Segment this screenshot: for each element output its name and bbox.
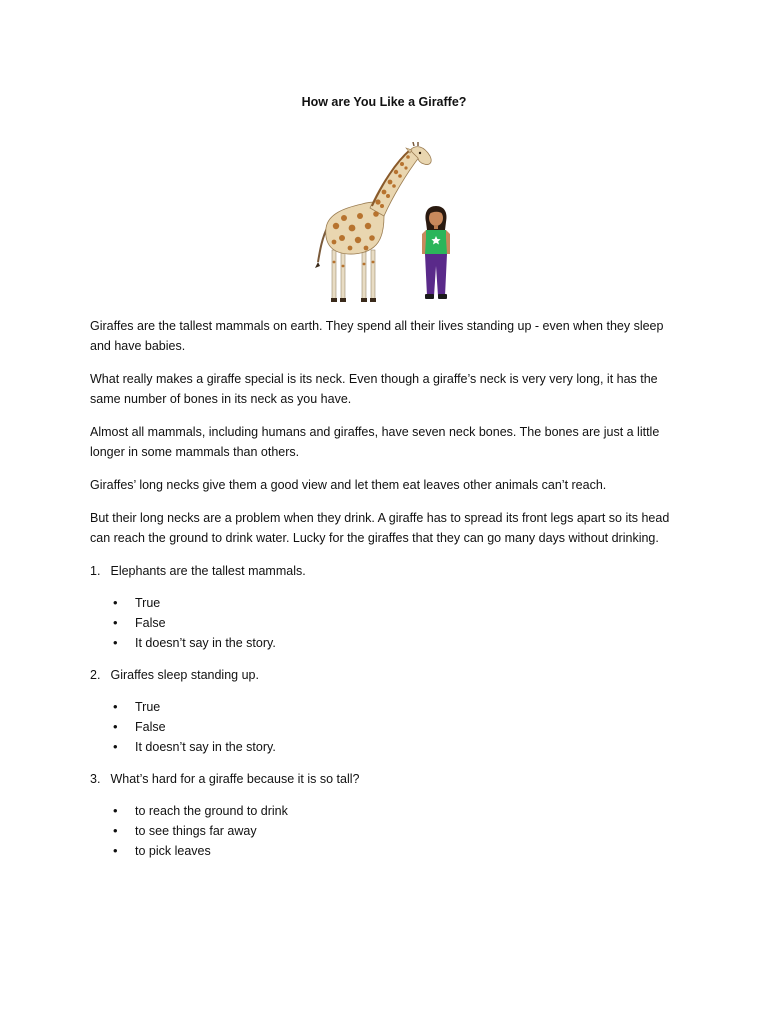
option: • True — [135, 593, 670, 613]
question-2-options — [90, 697, 670, 757]
paragraph: Giraffes are the tallest mammals on earth. They spend all their lives standing up - even when they sleep and have babies. — [90, 319, 664, 353]
bullet-icon: • — [113, 615, 118, 630]
bullet-icon: • — [113, 635, 118, 650]
bullet-icon: • — [113, 739, 118, 754]
bullet-icon: • — [113, 595, 118, 610]
option: • False — [135, 717, 670, 737]
option: • It doesn’t say in the story. — [135, 737, 670, 757]
option: • True — [135, 697, 670, 717]
option: • It doesn’t say in the story. — [135, 633, 670, 653]
question-text: What’s hard for a giraffe because it is so tall? — [110, 772, 360, 786]
option: • to see things far away — [135, 821, 670, 841]
question-text: Giraffes sleep standing up. — [110, 668, 259, 682]
option: • to pick leaves — [135, 841, 670, 861]
bullet-icon: • — [113, 803, 118, 818]
paragraph: Almost all mammals, including humans and giraffes, have seven neck bones. The bones are just a little longer in some mammals than others. — [90, 425, 660, 459]
girl-icon — [422, 206, 450, 299]
giraffe-and-girl-illustration — [314, 142, 456, 304]
question-3-options — [90, 801, 670, 861]
question-number: 1. — [90, 564, 101, 578]
question-number: 3. — [90, 772, 101, 786]
question-1-options — [90, 593, 670, 653]
bullet-icon: • — [113, 823, 118, 838]
option: • to reach the ground to drink — [135, 801, 670, 821]
option: • False — [135, 613, 670, 633]
giraffe-icon — [315, 142, 431, 302]
paragraph: But their long necks are a problem when they drink. A giraffe has to spread its front legs apart so its head can reach the ground to drink water. Lucky for the giraffes that they can go many days without drinking. — [90, 511, 670, 545]
question-1 — [90, 561, 670, 581]
document-body — [90, 316, 670, 873]
question-text: Elephants are the tallest mammals. — [110, 564, 306, 578]
bullet-icon: • — [113, 843, 118, 858]
paragraph: What really makes a giraffe special is its neck. Even though a giraffe’s neck is very very long, it has the same number of bones in its neck as you have. — [90, 372, 658, 406]
question-3 — [90, 769, 670, 789]
page-title: How are You Like a Giraffe? — [301, 95, 467, 109]
bullet-icon: • — [113, 699, 118, 714]
question-number: 2. — [90, 668, 101, 682]
paragraph: Giraffes’ long necks give them a good view and let them eat leaves other animals can’t reach. — [90, 478, 607, 492]
bullet-icon: • — [113, 719, 118, 734]
question-2 — [90, 665, 670, 685]
